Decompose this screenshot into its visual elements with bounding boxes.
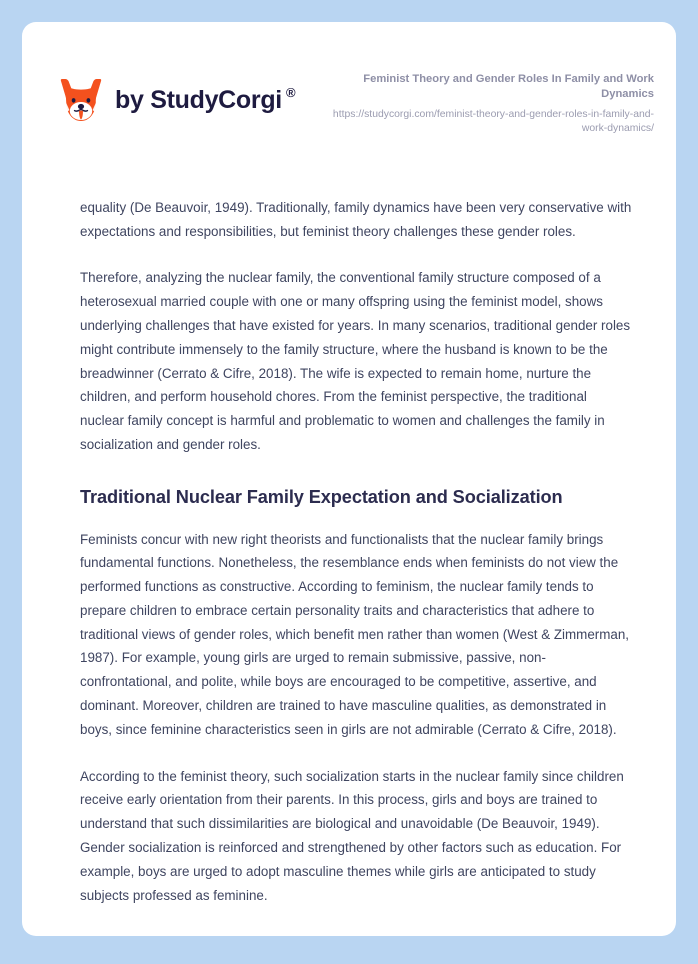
studycorgi-brand	[58, 70, 295, 124]
page-title: Feminist Theory and Gender Roles In Family and Work Dynamics	[363, 73, 654, 100]
document-meta	[314, 70, 654, 136]
section-heading: Traditional Nuclear Family Expectation and Socialization	[80, 486, 563, 507]
document-body	[22, 136, 676, 908]
corgi-logo-icon	[58, 76, 104, 124]
paragraph: Therefore, analyzing the nuclear family, the conventional family structure composed of a heterosexual married couple with one or many offspring using the feminist model, shows underlying challenges that have existed for years. In many scenarios, traditional gender roles might contribute immensely to the family structure, where the husband is known to be the breadwinner (Cerrato & Cifre, 2018). The wife is expected to remain home, nurture the children, and perform household chores. From the feminist perspective, the traditional nuclear family concept is harmful and problematic to women and challenges the family in socialization and gender roles.	[80, 270, 631, 453]
paragraph: Feminists concur with new right theorists and functionalists that the nuclear family brings fundamental functions. Nonetheless, the resemblance ends when feminists do not view the performed functions as constructive. According to feminism, the nuclear family tends to prepare children to embrace certain personality traits and characteristics that adhere to traditional views of gender roles, which benefit men rather than women (West & Zimmerman, 1987). For example, young girls are urged to remain submissive, passive, non-confrontational, and polite, while boys are encouraged to be competitive, assertive, and dominant. Moreover, children are trained to have masculine qualities, as demonstrated in boys, since feminine characteristics seen in girls are not admirable (Cerrato & Cifre, 2018).	[80, 531, 630, 737]
brand-wordmark	[115, 84, 296, 114]
brand-name-text: by StudyCorgi	[115, 85, 282, 114]
document-page-card	[22, 22, 676, 936]
registered-trademark-icon: ®	[285, 84, 296, 100]
source-url[interactable]: https://studycorgi.com/feminist-theory-and-gender-roles-in-family-and-work-dynamics/	[332, 108, 654, 134]
paragraph: According to the feminist theory, such socialization starts in the nuclear family since children receive early orientation from their parents. In this process, girls and boys are trained to understand that such dissimilarities are biological and unavoidable (De Beauvoir, 1949). Gender socialization is reinforced and strengthened by other factors such as education. For example, boys are urged to adopt masculine themes while girls are anticipated to study subjects professed as feminine.	[80, 768, 624, 903]
document-header	[22, 22, 676, 136]
paragraph: equality (De Beauvoir, 1949). Traditionally, family dynamics have been very conservative with expectations and responsibilities, but feminist theory challenges these gender roles.	[80, 199, 632, 239]
